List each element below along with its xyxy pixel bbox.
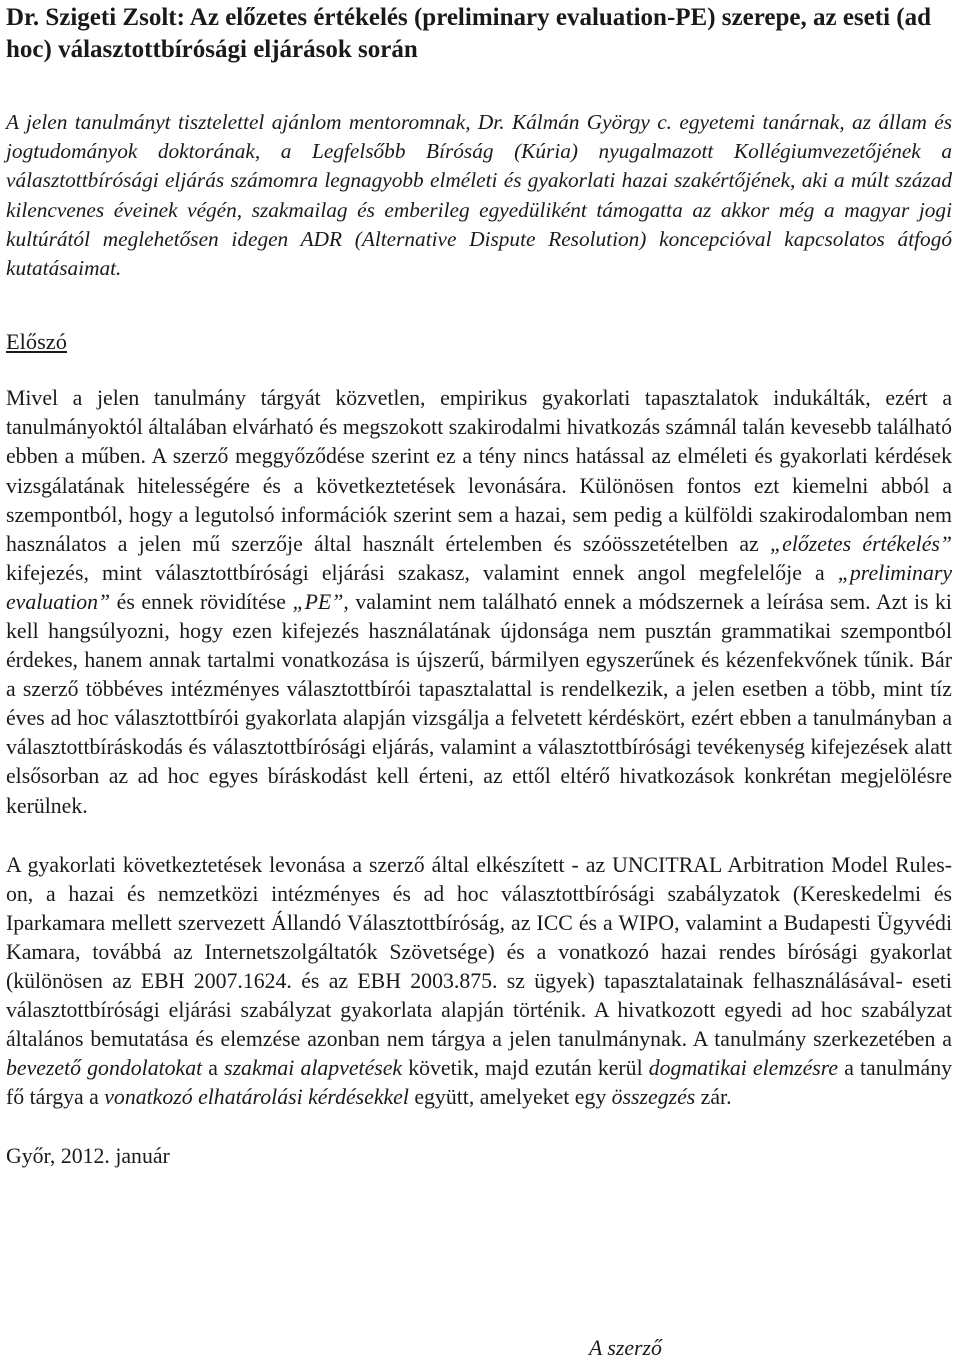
section-heading-foreword: Előszó — [6, 329, 67, 355]
italic-term: „PE” — [292, 589, 344, 614]
text-run: Mivel a jelen tanulmány tárgyát közvetlen, empirikus gyakorlati tapasztalatok indukálták, ezért a tanulmányoktól általában elvárható és megszokott szakirodalmi hivatkozás számnál talán kevesebb található ebben a műben. A szerző meggyőződése szerint ez a tény nincs hatással az elméleti és gyakorlati kérdések vizsgálatának hitelességére és a következtetések levonására. Különösen fontos ezt kiemelni abból a szempontból, hogy a legutolsó információk szerint sem a hazai, sem pedig a külföldi szakirodalomban nem használatos a jelen mű szerzője által használt értelemben és szóösszetételben az — [6, 386, 952, 556]
dateline: Győr, 2012. január — [6, 1144, 170, 1169]
document-page — [6, 0, 952, 1171]
author-signature: A szerző — [589, 1336, 662, 1360]
italic-term: összegzés — [611, 1085, 696, 1110]
foreword-paragraph-2 — [6, 851, 952, 1113]
italic-term: bevezető gondolatokat — [6, 1056, 203, 1081]
text-run: kifejezés, mint választottbírósági eljárási szakasz, valamint ennek angol megfelelője a — [6, 560, 838, 585]
text-run: a tanulmány fő tárgya a — [6, 1056, 952, 1110]
italic-term: „preliminary evaluation” — [6, 560, 952, 614]
italic-term: vonatkozó elhatárolási kérdésekkel — [104, 1085, 409, 1110]
foreword-paragraph-1 — [6, 384, 952, 820]
dedication-paragraph: A jelen tanulmányt tisztelettel ajánlom mentoromnak, Dr. Kálmán György c. egyetemi tanárnak, az állam és jogtudományok doktorának, a Legfelsőbb Bíróság (Kúria) nyugalmazott Kollégiumvezetőjének a választottbírósági eljárás számomra legnagyobb elméleti és gyakorlati hazai szakértőjének, aki a múlt század kilencvenes éveinek végén, szakmailag és emberileg egyedüliként támogatta az akkor még a magyar jogi kultúrától meglehetősen idegen ADR (Alternative Dispute Resolution) koncepcióval kapcsolatos átfogó kutatásaimat. — [6, 110, 952, 281]
text-run: és ennek rövidítése — [110, 589, 293, 614]
italic-term: dogmatikai elemzésre — [648, 1056, 839, 1081]
document-title: Dr. Szigeti Zsolt: Az előzetes értékelés (preliminary evaluation-PE) szerepe, az eseti (ad hoc) választottbírósági eljárások során — [6, 4, 931, 63]
text-run: zár. — [695, 1085, 732, 1110]
text-run: , valamint nem található ennek a módszernek a leírása sem. Azt is ki kell hangsúlyozni, hogy ezen kifejezés használatának újdonsága nem pusztán grammatikai szempontból érdekes, hanem annak tartalmi vonatkozása is újszerű, bármilyen egyszerűnek és kézenfekvőnek tűnik. Bár a szerző többéves intézményes választottbírói tapasztalattal is rendelkezik, a jelen esetben a több, mint tíz éves ad hoc választottbírói gyakorlata alapján vizsgálja a felvetett kérdéskört, ezért ebben a tanulmányban a választottbíráskodás és választottbírósági eljárás, valamint a választottbírósági tevékenység kifejezések alatt elsősorban az ad hoc egyes bíráskodást kell érteni, az ettől eltérő hivatkozások konkrétan megjelölésre kerülnek. — [6, 589, 952, 818]
text-run: a — [202, 1056, 225, 1081]
italic-term: „előzetes értékelés” — [770, 531, 952, 556]
text-run: követik, majd ezután kerül — [402, 1056, 649, 1081]
italic-term: szakmai alapvetések — [224, 1056, 403, 1081]
text-run: együtt, amelyeket egy — [408, 1085, 612, 1110]
text-run: A gyakorlati következtetések levonása a szerző által elkészített - az UNCITRAL Arbitration Model Rules-on, a hazai és nemzetközi intézményes és ad hoc választottbírósági szabályzatok (Kereskedelmi és Iparkamara mellett szervezett Állandó Választottbíróság, az ICC és a WIPO, valamint a Budapesti Ügyvédi Kamara, továbbá az Internetszolgáltatók Szövetsége) és a vonatkozó hazai rendes bírósági gyakorlat (különösen az EBH 2007.1624. és az EBH 2003.875. sz ügyek) tapasztalatainak felhasználásával- eseti választottbírósági eljárási szabályzat gyakorlata alapján történik. A hivatkozott egyedi ad hoc szabályzat általános bemutatása és elemzése azonban nem tárgya a jelen tanulmánynak. A tanulmány szerkezetében a — [6, 852, 952, 1052]
